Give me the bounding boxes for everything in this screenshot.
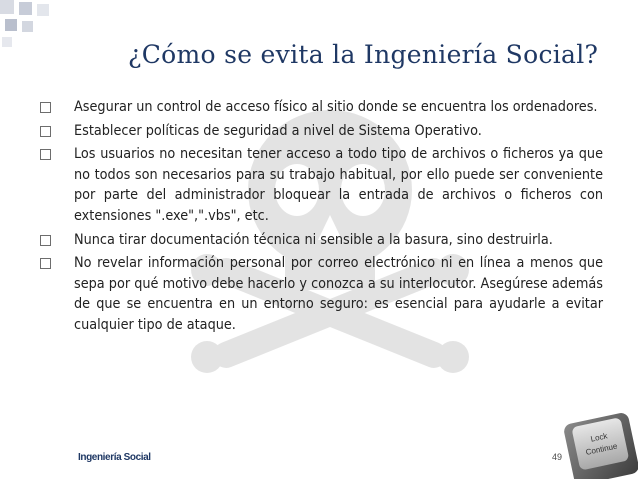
list-item [38, 144, 603, 226]
decorative-squares [0, 0, 120, 60]
footer-title: Ingeniería Social [78, 452, 151, 463]
keyboard-key-icon [560, 412, 638, 479]
bullet-text: Establecer políticas de seguridad a nivel de Sistema Operativo. [74, 122, 482, 139]
svg-text:Continue: Continue [584, 441, 619, 457]
bullet-text: No revelar información personal por correo electrónico ni en línea a menos que sepa por qué motivo debe hacerlo y conozca a su interlocutor. Asegúrese además de que se encuentra en un entorno seguro: es esencial para ayudarle a evitar cualquier tipo de ataque. [74, 255, 603, 333]
list-item [38, 230, 603, 251]
bullet-text: Los usuarios no necesitan tener acceso a todo tipo de archivos o ficheros ya que no todos son necesarios para su trabajo habitual, por ello puede ser conveniente por parte del administrador bloquear la entrada de archivos o ficheros con extensiones ".exe",".vbs", etc. [74, 146, 603, 224]
list-item [38, 121, 603, 142]
bullet-list [38, 97, 603, 339]
list-item [38, 97, 603, 118]
svg-text:Lock: Lock [589, 431, 609, 444]
bullet-text: Nunca tirar documentación técnica ni sensible a la basura, sino destruirla. [74, 231, 553, 248]
square-bullet-icon [40, 126, 51, 137]
list-item [38, 253, 603, 335]
square-bullet-icon [40, 102, 51, 113]
square-bullet-icon [40, 235, 51, 246]
page-number: 49 [552, 452, 563, 462]
slide-title: ¿Cómo se evita la Ingeniería Social? [128, 40, 599, 69]
square-bullet-icon [40, 258, 51, 269]
square-bullet-icon [40, 149, 51, 160]
bullet-text: Asegurar un control de acceso físico al sitio donde se encuentra los ordenadores. [74, 99, 598, 115]
